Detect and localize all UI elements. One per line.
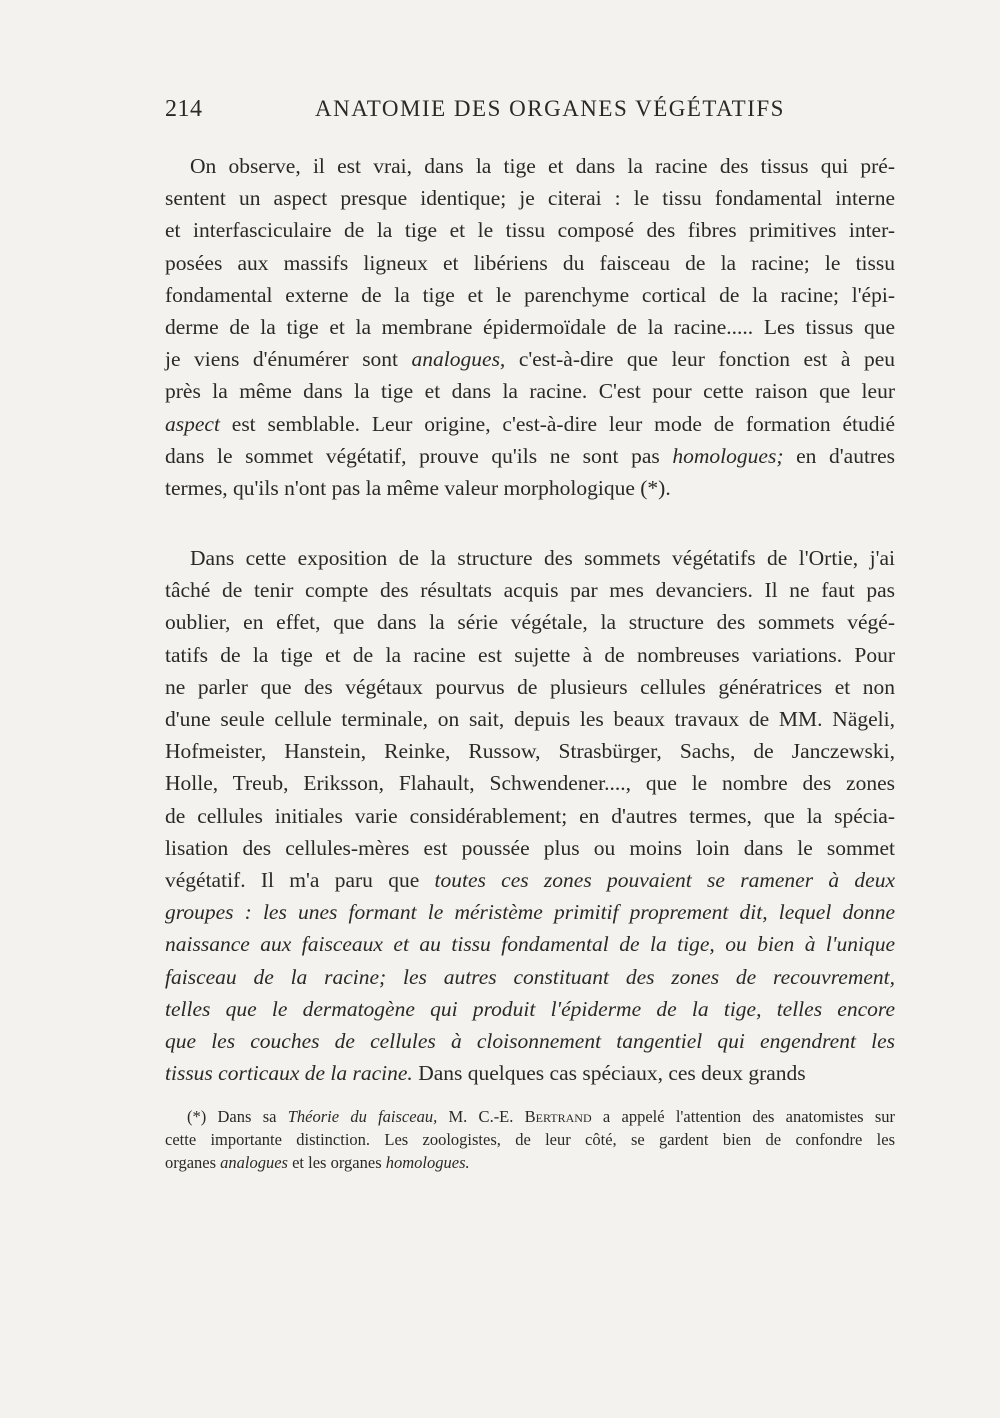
text-line bbox=[165, 440, 895, 472]
italic-text-run: analogues, bbox=[411, 347, 506, 372]
italic-text-run: telles que le dermatogène qui produit l'épiderme de la tige, telles encore bbox=[165, 996, 895, 1021]
text-run: c'est-à-dire que leur fonction est à peu bbox=[505, 347, 895, 372]
italic-text-run: homologues; bbox=[672, 443, 784, 468]
paragraph-gap bbox=[165, 504, 895, 542]
paragraph-2 bbox=[165, 542, 895, 1089]
text-line: Hofmeister, Hanstein, Reinke, Russow, Strasbürger, Sachs, de Janczewski, bbox=[165, 739, 895, 764]
text-line bbox=[165, 1025, 895, 1057]
text-line: tatifs de la tige et de la racine est sujette à de nombreuses variations. Pour bbox=[165, 642, 895, 667]
footnote-italic-term: homologues. bbox=[385, 1153, 470, 1172]
text-line: oublier, en effet, que dans la série végétale, la structure des sommets végé- bbox=[165, 610, 895, 635]
text-line: lisation des cellules-mères est poussée plus ou moins loin dans le sommet bbox=[165, 835, 895, 860]
footnote-line-2: cette importante distinction. Les zoologistes, de leur côté, se gardent bien de confondre les bbox=[165, 1130, 895, 1149]
paragraph-1 bbox=[165, 150, 895, 504]
italic-text-run: que les couches de cellules à cloisonnement tangentiel qui engendrent les bbox=[165, 1028, 895, 1053]
footnote-author-name: Bertrand bbox=[524, 1107, 592, 1126]
text-run: végétatif. Il m'a paru que bbox=[165, 867, 435, 892]
running-title: ANATOMIE DES ORGANES VÉGÉTATIFS bbox=[315, 96, 785, 121]
footnote-line-3 bbox=[165, 1151, 895, 1174]
footnote-text: organes bbox=[165, 1153, 221, 1172]
text-line: et interfasciculaire de la tige et le tissu composé des fibres primitives inter- bbox=[165, 218, 895, 243]
italic-text-run: groupes : les unes formant le méristème primitif proprement dit, lequel donne bbox=[165, 900, 895, 925]
text-line bbox=[165, 928, 895, 960]
footnote-text: et les organes bbox=[287, 1153, 386, 1172]
page-number: 214 bbox=[165, 96, 203, 122]
text-line: posées aux massifs ligneux et libériens du faisceau de la racine; le tissu bbox=[165, 250, 895, 275]
text-line: de cellules initiales varie considérablement; en d'autres termes, que la spécia- bbox=[165, 803, 895, 828]
footnote-text: a appelé l'attention des anatomistes sur bbox=[591, 1107, 895, 1126]
italic-text-run: naissance aux faisceaux et au tissu fondamental de la tige, ou bien à l'unique bbox=[165, 932, 895, 957]
footnote-italic-title: Théorie du faisceau, bbox=[287, 1107, 438, 1126]
text-line: Dans cette exposition de la structure des sommets végétatifs de l'Ortie, j'ai bbox=[190, 546, 895, 571]
text-run: est semblable. Leur origine, c'est-à-dire leur mode de formation étudié bbox=[219, 411, 895, 436]
text-line: Holle, Treub, Eriksson, Flahault, Schwendener...., que le nombre des zones bbox=[165, 771, 895, 796]
text-line: termes, qu'ils n'ont pas la même valeur morphologique (*). bbox=[165, 475, 671, 500]
text-run: Dans quelques cas spéciaux, ces deux grands bbox=[412, 1061, 806, 1086]
text-line: On observe, il est vrai, dans la tige et dans la racine des tissus qui pré- bbox=[190, 154, 895, 178]
italic-text-run: toutes ces zones pouvaient se ramener à deux bbox=[434, 867, 895, 892]
text-line bbox=[165, 864, 895, 896]
text-line bbox=[165, 896, 895, 928]
footnote-line-1 bbox=[165, 1105, 895, 1128]
text-line bbox=[165, 1057, 895, 1089]
text-line bbox=[165, 993, 895, 1025]
text-run: je viens d'énumérer sont bbox=[165, 347, 412, 372]
text-line bbox=[165, 343, 895, 375]
text-run: dans le sommet végétatif, prouve qu'ils ne sont pas bbox=[165, 443, 673, 468]
text-line: ne parler que des végétaux pourvus de plusieurs cellules génératrices et non bbox=[165, 674, 895, 699]
footnote-text: (*) Dans sa bbox=[187, 1107, 288, 1126]
text-line: près la même dans la tige et dans la racine. C'est pour cette raison que leur bbox=[165, 379, 895, 404]
text-line: sentent un aspect presque identique; je citerai : le tissu fondamental interne bbox=[165, 186, 895, 211]
footnote bbox=[165, 1105, 895, 1174]
text-line bbox=[165, 961, 895, 993]
italic-text-run: aspect bbox=[165, 411, 220, 436]
body-text bbox=[165, 150, 895, 1089]
page-header bbox=[165, 96, 895, 132]
text-line: derme de la tige et la membrane épidermoïdale de la racine..... Les tissus que bbox=[165, 314, 895, 339]
text-run: en d'autres bbox=[783, 443, 895, 468]
footnote-italic-term: analogues bbox=[220, 1153, 288, 1172]
italic-text-run: faisceau de la racine; les autres constituant des zones de recouvrement, bbox=[165, 964, 895, 989]
text-line: fondamental externe de la tige et le parenchyme cortical de la racine; l'épi- bbox=[165, 282, 895, 307]
text-line bbox=[165, 408, 895, 440]
text-line: d'une seule cellule terminale, on sait, depuis les beaux travaux de MM. Nägeli, bbox=[165, 707, 895, 731]
italic-text-run: tissus corticaux de la racine. bbox=[165, 1061, 413, 1086]
text-line: tâché de tenir compte des résultats acquis par mes devanciers. Il ne faut pas bbox=[165, 578, 895, 603]
footnote-text: M. C.-E. bbox=[437, 1107, 525, 1126]
